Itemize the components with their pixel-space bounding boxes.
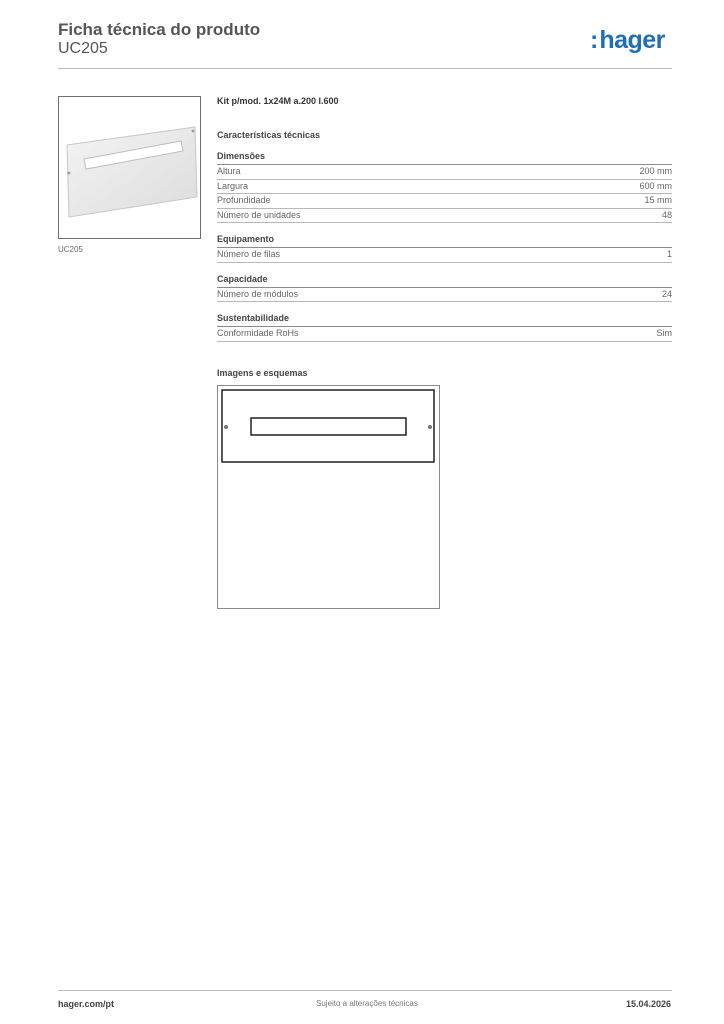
spec-label: Altura	[217, 166, 241, 176]
group-title: Sustentabilidade	[217, 313, 672, 327]
spec-row	[217, 194, 672, 209]
thumbnail-caption: UC205	[58, 245, 83, 254]
spec-group-capacity	[217, 274, 672, 303]
spec-row	[217, 165, 672, 180]
spec-heading: Características técnicas	[217, 130, 321, 140]
group-title: Equipamento	[217, 234, 672, 248]
spec-value: 48	[661, 209, 672, 220]
product-image	[58, 96, 201, 239]
product-title: Kit p/mod. 1x24M a.200 l.600	[217, 96, 339, 106]
schematic-diagram	[217, 385, 440, 609]
spec-row	[217, 209, 672, 224]
page-title: Ficha técnica do produto	[58, 20, 261, 39]
spec-group-equipment	[217, 234, 672, 263]
spec-value: 15 mm	[644, 195, 672, 205]
group-title: Capacidade	[217, 274, 672, 288]
spec-row	[217, 248, 672, 263]
group-title: Dimensões	[217, 151, 672, 165]
images-heading: Imagens e esquemas	[217, 368, 308, 378]
hager-logo	[590, 26, 665, 56]
footer-divider	[58, 990, 672, 991]
spec-label: Número de filas	[217, 249, 281, 259]
spec-group-sustainability	[217, 313, 672, 342]
spec-label: Conformidade RoHs	[217, 328, 299, 338]
front-plate-drawing-icon	[218, 386, 439, 608]
footer-disclaimer: Sujeito a alterações técnicas	[316, 999, 418, 1008]
spec-group-dimensions	[217, 151, 672, 223]
spec-value: 24	[661, 288, 672, 299]
spec-label: Número de unidades	[217, 209, 301, 220]
logo-colon-icon: :	[590, 26, 599, 54]
product-photo-icon	[59, 97, 200, 238]
product-code: UC205	[58, 40, 108, 57]
logo-text: hager	[599, 26, 665, 54]
header-divider	[58, 68, 672, 69]
spec-section	[217, 96, 672, 342]
spec-value: 1	[666, 249, 672, 259]
footer-date: 15.04.2026	[626, 999, 672, 1009]
spec-row	[217, 288, 672, 303]
spec-value: 600 mm	[639, 180, 672, 191]
spec-row	[217, 327, 672, 342]
spec-label: Número de módulos	[217, 288, 299, 299]
spec-value: 200 mm	[639, 166, 672, 176]
spec-label: Largura	[217, 180, 249, 191]
spec-label: Profundidade	[217, 195, 271, 205]
footer-website-link[interactable]: hager.com/pt	[58, 999, 115, 1009]
spec-row	[217, 180, 672, 195]
spec-value: Sim	[656, 328, 672, 338]
